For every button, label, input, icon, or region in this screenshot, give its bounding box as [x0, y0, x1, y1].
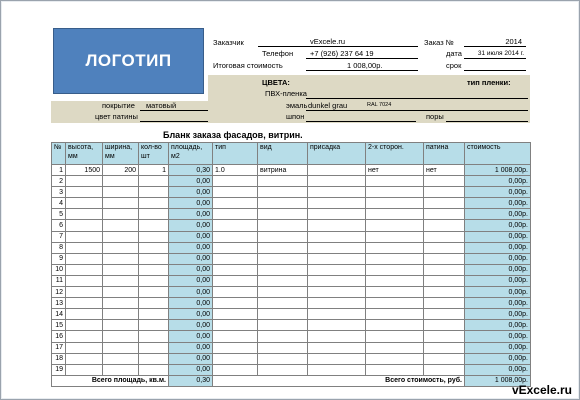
cell-area[interactable]: 0,00 — [169, 298, 213, 309]
cell-cost[interactable]: 0,00р. — [465, 298, 531, 309]
table-footer-row — [52, 375, 531, 386]
cell-q[interactable] — [139, 253, 169, 264]
cell-type[interactable] — [213, 198, 258, 209]
cell-patina[interactable] — [424, 231, 465, 242]
cell-cost[interactable]: 0,00р. — [465, 198, 531, 209]
cell-addon[interactable] — [308, 220, 366, 231]
table-row — [52, 220, 531, 231]
cell-type[interactable] — [213, 287, 258, 298]
order-number-underline — [464, 46, 526, 47]
cell-addon[interactable] — [308, 264, 366, 275]
cell-q[interactable] — [139, 209, 169, 220]
cell-type[interactable]: 1.0 — [213, 165, 258, 176]
cell-twoside[interactable] — [366, 309, 424, 320]
cell-area[interactable]: 0,00 — [169, 364, 213, 375]
film-type-label: тип пленки: — [467, 78, 511, 87]
cell-area[interactable]: 0,30 — [169, 165, 213, 176]
order-number-value: 2014 — [505, 37, 522, 46]
cell-twoside[interactable] — [366, 242, 424, 253]
cell-addon[interactable] — [308, 342, 366, 353]
cell-patina[interactable] — [424, 298, 465, 309]
cell-area[interactable]: 0,00 — [169, 287, 213, 298]
order-number-label: Заказ № — [424, 38, 454, 47]
cell-q[interactable] — [139, 187, 169, 198]
cell-n[interactable]: 5 — [52, 209, 66, 220]
cell-q[interactable] — [139, 320, 169, 331]
cell-twoside[interactable] — [366, 231, 424, 242]
cell-type[interactable] — [213, 275, 258, 286]
cell-h[interactable] — [66, 176, 103, 187]
cell-q[interactable] — [139, 242, 169, 253]
cell-addon[interactable] — [308, 209, 366, 220]
column-header[interactable]: присадка — [308, 143, 366, 165]
total-cost-underline — [306, 70, 418, 71]
cell-w[interactable] — [103, 264, 139, 275]
table-row — [52, 331, 531, 342]
enamel-value: dunkel grau — [308, 101, 348, 110]
cell-h[interactable] — [66, 198, 103, 209]
cell-twoside[interactable] — [366, 364, 424, 375]
cell-cost[interactable]: 0,00р. — [465, 275, 531, 286]
total-area-label: Всего площадь, кв.м. — [52, 375, 169, 386]
cell-addon[interactable] — [308, 176, 366, 187]
cell-patina[interactable] — [424, 187, 465, 198]
cell-kind[interactable] — [258, 309, 308, 320]
term-underline — [464, 70, 526, 71]
form-title: Бланк заказа фасадов, витрин. — [163, 130, 303, 140]
column-header[interactable]: стоимость — [465, 143, 531, 165]
cell-w[interactable] — [103, 320, 139, 331]
cell-h[interactable] — [66, 220, 103, 231]
cell-patina[interactable] — [424, 320, 465, 331]
cell-type[interactable] — [213, 176, 258, 187]
cell-q[interactable] — [139, 231, 169, 242]
cell-n[interactable]: 3 — [52, 187, 66, 198]
cell-type[interactable] — [213, 231, 258, 242]
cell-kind[interactable]: витрина — [258, 165, 308, 176]
cell-h[interactable] — [66, 364, 103, 375]
table-row — [52, 287, 531, 298]
cell-kind[interactable] — [258, 353, 308, 364]
cell-addon[interactable] — [308, 231, 366, 242]
total-cost-value: 1 008,00р. — [347, 61, 383, 70]
total-cost-footer-label: Всего стоимость, руб. — [213, 375, 465, 386]
cell-kind[interactable] — [258, 331, 308, 342]
cell-n[interactable]: 14 — [52, 309, 66, 320]
cell-kind[interactable] — [258, 253, 308, 264]
veneer-underline — [306, 121, 416, 122]
column-header[interactable]: тип — [213, 143, 258, 165]
cell-type[interactable] — [213, 187, 258, 198]
cell-n[interactable]: 6 — [52, 220, 66, 231]
table-row — [52, 342, 531, 353]
logo-text: ЛОГОТИП — [85, 51, 172, 70]
cell-patina[interactable] — [424, 309, 465, 320]
table-row — [52, 264, 531, 275]
cell-type[interactable] — [213, 320, 258, 331]
cell-h[interactable] — [66, 353, 103, 364]
table-row — [52, 298, 531, 309]
cell-q[interactable] — [139, 298, 169, 309]
cell-w[interactable] — [103, 275, 139, 286]
cell-patina[interactable] — [424, 220, 465, 231]
cell-h[interactable] — [66, 298, 103, 309]
cell-w[interactable] — [103, 353, 139, 364]
cell-patina[interactable] — [424, 275, 465, 286]
cell-cost[interactable]: 0,00р. — [465, 320, 531, 331]
enamel-label: эмаль — [286, 101, 308, 110]
pvc-underline — [306, 98, 528, 99]
cell-kind[interactable] — [258, 176, 308, 187]
column-header[interactable]: высота, мм — [66, 143, 103, 165]
table-row — [52, 198, 531, 209]
cell-cost[interactable]: 0,00р. — [465, 231, 531, 242]
cell-area[interactable]: 0,00 — [169, 331, 213, 342]
cell-kind[interactable] — [258, 264, 308, 275]
table-row — [52, 353, 531, 364]
customer-value: vExcele.ru — [310, 37, 346, 46]
cell-w[interactable] — [103, 253, 139, 264]
total-area-value[interactable]: 0,30 — [169, 375, 213, 386]
cell-twoside[interactable] — [366, 331, 424, 342]
cell-type[interactable] — [213, 331, 258, 342]
cell-area[interactable]: 0,00 — [169, 353, 213, 364]
cell-n[interactable]: 13 — [52, 298, 66, 309]
column-header[interactable]: № — [52, 143, 66, 165]
cell-n[interactable]: 2 — [52, 176, 66, 187]
cell-q[interactable] — [139, 331, 169, 342]
cell-n[interactable]: 16 — [52, 331, 66, 342]
cell-cost[interactable]: 0,00р. — [465, 220, 531, 231]
cell-q[interactable] — [139, 353, 169, 364]
cell-n[interactable]: 15 — [52, 320, 66, 331]
coating-underline — [140, 110, 208, 111]
table-row — [52, 242, 531, 253]
column-header[interactable]: кол-во шт — [139, 143, 169, 165]
cell-addon[interactable] — [308, 242, 366, 253]
cell-addon[interactable] — [308, 364, 366, 375]
cell-twoside[interactable] — [366, 198, 424, 209]
cell-kind[interactable] — [258, 298, 308, 309]
cell-patina[interactable] — [424, 198, 465, 209]
cell-w[interactable] — [103, 342, 139, 353]
cell-q[interactable] — [139, 176, 169, 187]
pores-underline — [446, 121, 528, 122]
cell-patina[interactable] — [424, 342, 465, 353]
cell-h[interactable] — [66, 331, 103, 342]
customer-label: Заказчик — [213, 38, 244, 47]
cell-cost[interactable]: 0,00р. — [465, 242, 531, 253]
coating-label: покрытие — [102, 101, 135, 110]
patina-color-underline — [140, 121, 208, 122]
cell-w[interactable] — [103, 187, 139, 198]
cell-q[interactable] — [139, 198, 169, 209]
cell-w[interactable] — [103, 242, 139, 253]
cell-n[interactable]: 4 — [52, 198, 66, 209]
table-row — [52, 364, 531, 375]
cell-twoside[interactable] — [366, 220, 424, 231]
cell-addon[interactable] — [308, 275, 366, 286]
cell-addon[interactable] — [308, 253, 366, 264]
cell-w[interactable] — [103, 231, 139, 242]
cell-cost[interactable]: 0,00р. — [465, 353, 531, 364]
cell-n[interactable]: 1 — [52, 165, 66, 176]
total-cost-footer-value[interactable]: 1 008,00р. — [465, 375, 531, 386]
cell-type[interactable] — [213, 264, 258, 275]
cell-patina[interactable] — [424, 331, 465, 342]
cell-twoside[interactable] — [366, 298, 424, 309]
table-row — [52, 209, 531, 220]
cell-h[interactable] — [66, 209, 103, 220]
table-row — [52, 187, 531, 198]
cell-type[interactable] — [213, 253, 258, 264]
cell-w[interactable] — [103, 220, 139, 231]
cell-addon[interactable] — [308, 187, 366, 198]
cell-patina[interactable] — [424, 253, 465, 264]
term-label: срок — [446, 61, 462, 70]
cell-area[interactable]: 0,00 — [169, 209, 213, 220]
column-header[interactable]: вид — [258, 143, 308, 165]
cell-q[interactable]: 1 — [139, 165, 169, 176]
cell-h[interactable] — [66, 187, 103, 198]
table-row — [52, 320, 531, 331]
table-header-row — [52, 143, 531, 165]
cell-cost[interactable]: 0,00р. — [465, 342, 531, 353]
cell-h[interactable] — [66, 342, 103, 353]
cell-n[interactable]: 17 — [52, 342, 66, 353]
cell-q[interactable] — [139, 309, 169, 320]
cell-twoside[interactable] — [366, 287, 424, 298]
cell-area[interactable]: 0,00 — [169, 264, 213, 275]
cell-twoside[interactable]: нет — [366, 165, 424, 176]
pores-label: поры — [426, 112, 444, 121]
table-row — [52, 165, 531, 176]
cell-n[interactable]: 11 — [52, 275, 66, 286]
cell-n[interactable]: 9 — [52, 253, 66, 264]
column-header[interactable]: площадь, м2 — [169, 143, 213, 165]
cell-type[interactable] — [213, 364, 258, 375]
cell-area[interactable]: 0,00 — [169, 275, 213, 286]
cell-type[interactable] — [213, 353, 258, 364]
cell-patina[interactable] — [424, 209, 465, 220]
date-underline — [464, 58, 526, 59]
cell-kind[interactable] — [258, 287, 308, 298]
total-cost-label: Итоговая стоимость — [213, 61, 283, 70]
veneer-label: шпон — [286, 112, 305, 121]
cell-kind[interactable] — [258, 242, 308, 253]
cell-w[interactable] — [103, 309, 139, 320]
cell-w[interactable] — [103, 364, 139, 375]
customer-underline — [258, 46, 418, 47]
column-header[interactable]: 2-х сторон. — [366, 143, 424, 165]
watermark-text: vExcele.ru — [511, 383, 572, 397]
cell-patina[interactable] — [424, 242, 465, 253]
cell-n[interactable]: 10 — [52, 264, 66, 275]
table-row — [52, 309, 531, 320]
cell-twoside[interactable] — [366, 209, 424, 220]
cell-patina[interactable] — [424, 353, 465, 364]
column-header[interactable]: ширина, мм — [103, 143, 139, 165]
cell-cost[interactable]: 0,00р. — [465, 331, 531, 342]
cell-h[interactable] — [66, 275, 103, 286]
cell-w[interactable] — [103, 209, 139, 220]
date-value: 31 июля 2014 г. — [477, 50, 524, 57]
cell-area[interactable]: 0,00 — [169, 253, 213, 264]
cell-w[interactable] — [103, 298, 139, 309]
cell-area[interactable]: 0,00 — [169, 231, 213, 242]
cell-q[interactable] — [139, 364, 169, 375]
colors-label: ЦВЕТА: — [262, 78, 290, 87]
cell-addon[interactable] — [308, 309, 366, 320]
cell-patina[interactable] — [424, 287, 465, 298]
order-table — [51, 142, 531, 387]
patina-color-label: цвет патины — [95, 112, 138, 121]
cell-twoside[interactable] — [366, 320, 424, 331]
cell-patina[interactable] — [424, 264, 465, 275]
cell-addon[interactable] — [308, 331, 366, 342]
cell-twoside[interactable] — [366, 253, 424, 264]
cell-type[interactable] — [213, 298, 258, 309]
cell-q[interactable] — [139, 264, 169, 275]
cell-h[interactable] — [66, 287, 103, 298]
cell-area[interactable]: 0,00 — [169, 309, 213, 320]
cell-type[interactable] — [213, 342, 258, 353]
cell-cost[interactable]: 0,00р. — [465, 176, 531, 187]
cell-addon[interactable] — [308, 353, 366, 364]
cell-cost[interactable]: 0,00р. — [465, 209, 531, 220]
cell-q[interactable] — [139, 275, 169, 286]
cell-twoside[interactable] — [366, 176, 424, 187]
date-label: дата — [446, 49, 462, 58]
cell-twoside[interactable] — [366, 342, 424, 353]
cell-area[interactable]: 0,00 — [169, 220, 213, 231]
cell-patina[interactable] — [424, 364, 465, 375]
cell-h[interactable] — [66, 231, 103, 242]
cell-addon[interactable] — [308, 198, 366, 209]
cell-cost[interactable]: 0,00р. — [465, 264, 531, 275]
cell-type[interactable] — [213, 220, 258, 231]
cell-patina[interactable]: нет — [424, 165, 465, 176]
cell-area[interactable]: 0,00 — [169, 198, 213, 209]
cell-addon[interactable] — [308, 298, 366, 309]
phone-underline — [306, 58, 418, 59]
cell-kind[interactable] — [258, 198, 308, 209]
cell-patina[interactable] — [424, 176, 465, 187]
cell-area[interactable]: 0,00 — [169, 242, 213, 253]
cell-type[interactable] — [213, 209, 258, 220]
cell-type[interactable] — [213, 309, 258, 320]
pvc-label: ПВХ-пленка — [265, 89, 307, 98]
cell-kind[interactable] — [258, 220, 308, 231]
cell-addon[interactable] — [308, 165, 366, 176]
cell-h[interactable] — [66, 242, 103, 253]
cell-kind[interactable] — [258, 209, 308, 220]
table-row — [52, 275, 531, 286]
logo-placeholder — [53, 28, 204, 94]
cell-area[interactable]: 0,00 — [169, 342, 213, 353]
cell-cost[interactable]: 0,00р. — [465, 253, 531, 264]
cell-w[interactable]: 200 — [103, 165, 139, 176]
cell-kind[interactable] — [258, 320, 308, 331]
table-row — [52, 231, 531, 242]
cell-twoside[interactable] — [366, 353, 424, 364]
cell-n[interactable]: 19 — [52, 364, 66, 375]
cell-q[interactable] — [139, 342, 169, 353]
cell-w[interactable] — [103, 176, 139, 187]
cell-n[interactable]: 18 — [52, 353, 66, 364]
cell-n[interactable]: 12 — [52, 287, 66, 298]
cell-cost[interactable]: 0,00р. — [465, 287, 531, 298]
column-header[interactable]: патина — [424, 143, 465, 165]
cell-kind[interactable] — [258, 364, 308, 375]
cell-area[interactable]: 0,00 — [169, 176, 213, 187]
cell-cost[interactable]: 0,00р. — [465, 364, 531, 375]
cell-w[interactable] — [103, 331, 139, 342]
cell-h[interactable]: 1500 — [66, 165, 103, 176]
phone-label: Телефон — [262, 49, 294, 58]
cell-h[interactable] — [66, 264, 103, 275]
cell-area[interactable]: 0,00 — [169, 187, 213, 198]
cell-twoside[interactable] — [366, 264, 424, 275]
cell-n[interactable]: 7 — [52, 231, 66, 242]
enamel-underline — [306, 110, 528, 111]
enamel-code: RAL 7024 — [367, 102, 392, 108]
cell-h[interactable] — [66, 309, 103, 320]
cell-q[interactable] — [139, 287, 169, 298]
cell-cost[interactable]: 0,00р. — [465, 309, 531, 320]
cell-w[interactable] — [103, 198, 139, 209]
cell-kind[interactable] — [258, 187, 308, 198]
table-row — [52, 176, 531, 187]
cell-h[interactable] — [66, 320, 103, 331]
coating-value: матовый — [146, 101, 177, 110]
cell-type[interactable] — [213, 242, 258, 253]
cell-n[interactable]: 8 — [52, 242, 66, 253]
cell-kind[interactable] — [258, 342, 308, 353]
cell-twoside[interactable] — [366, 275, 424, 286]
cell-kind[interactable] — [258, 275, 308, 286]
cell-kind[interactable] — [258, 231, 308, 242]
cell-addon[interactable] — [308, 287, 366, 298]
cell-addon[interactable] — [308, 320, 366, 331]
cell-h[interactable] — [66, 253, 103, 264]
cell-twoside[interactable] — [366, 187, 424, 198]
cell-q[interactable] — [139, 220, 169, 231]
cell-w[interactable] — [103, 287, 139, 298]
cell-cost[interactable]: 1 008,00р. — [465, 165, 531, 176]
phone-value: +7 (926) 237 64 19 — [310, 49, 374, 58]
cell-cost[interactable]: 0,00р. — [465, 187, 531, 198]
cell-area[interactable]: 0,00 — [169, 320, 213, 331]
table-row — [52, 253, 531, 264]
